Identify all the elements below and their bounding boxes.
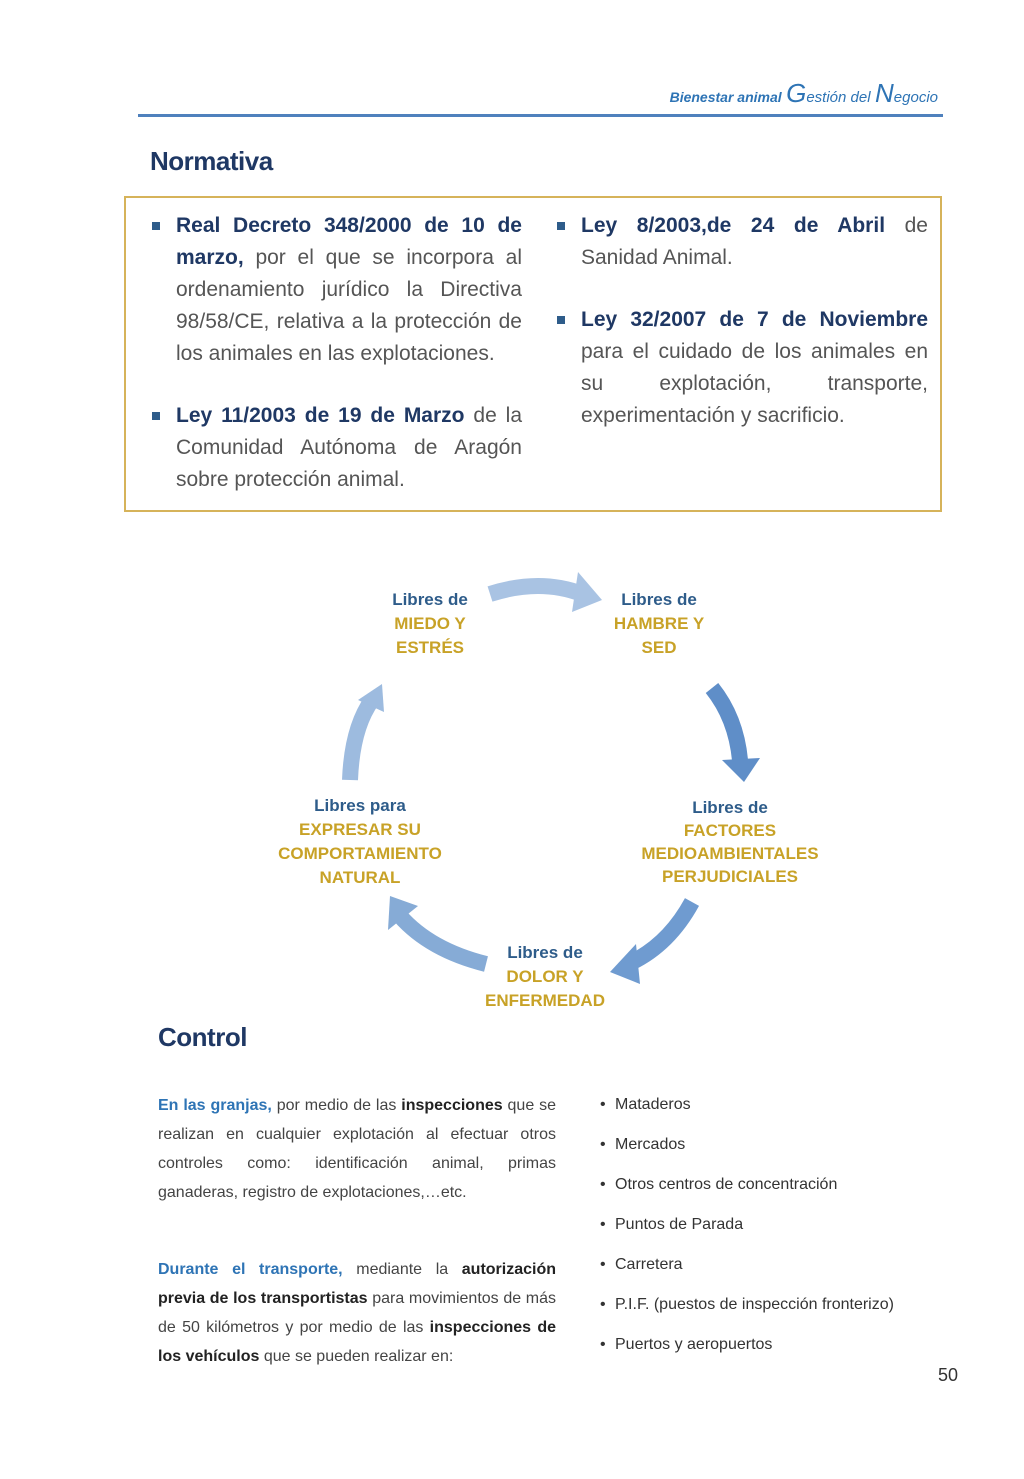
list-item [150,210,522,370]
paragraph-text: para movimientos de más de 50 kilómetros y por medio de las [158,1290,556,1336]
arrow-expresar-miedo [350,684,384,780]
header-part2: estión del [806,89,871,106]
node-line: DOLOR Y [506,967,584,986]
law-text: de Sanidad Animal. [581,214,928,269]
header-part3: egocio [893,89,938,106]
law-text: de la Comunidad Autónoma de Aragón sobre protección animal. [176,404,523,491]
cycle-node-factores [641,796,818,888]
law-title: Ley 8/2003,de 24 de Abril [581,214,886,237]
node-line: MEDIOAMBIENTALES [641,844,819,863]
list-item [150,400,522,496]
node-line: Libres de [392,590,468,609]
node-line: MIEDO Y [394,614,466,633]
list-item [555,304,928,432]
list-item: • Otros centros de concentración [600,1172,894,1212]
paragraph-text: que se realizan en cualquier explotación al efectuar otros controles como: identificación animal, primas ganaderas, registro de explotaciones,…etc. [158,1097,557,1201]
normativa-right-column [555,210,928,462]
running-header [670,78,938,109]
normativa-left-column [150,210,522,526]
header-part1: Bienestar animal [669,89,782,105]
paragraph-bold: inspecciones [401,1097,503,1114]
cycle-node-dolor [485,941,605,1013]
list-item: • Carretera [600,1252,894,1292]
node-line: Libres de [692,798,768,817]
list-item: • Puntos de Parada [600,1212,894,1252]
law-title: Real Decreto 348/2000 de 10 de marzo, [176,214,522,269]
paragraph-text: mediante la [342,1261,462,1278]
arrow-factores-dolor [610,902,692,984]
control-granjas-paragraph [158,1091,556,1207]
page-number: 50 [937,1365,958,1385]
list-item: • Mataderos [600,1092,894,1132]
arrow-hambre-factores [712,688,760,782]
node-line: SED [641,638,677,657]
node-line: Libres de [621,590,697,609]
paragraph-text: que se pueden realizar en: [259,1348,454,1365]
header-initial-g: G [786,78,807,108]
node-line: EXPRESAR SU [299,820,421,839]
paragraph-text: por medio de las [271,1097,402,1114]
law-title: Ley 11/2003 de 19 de Marzo [176,404,465,427]
inspection-places-list [600,1092,894,1372]
cycle-node-hambre [614,588,704,660]
law-text: por el que se incorpora al ordenamiento jurídico la Directiva 98/58/CE, relativa a la protección de los animales en las explotaciones. [176,246,522,365]
header-initial-n: N [875,78,894,108]
header-rule [138,114,943,117]
paragraph-lead: Durante el transporte, [158,1261,343,1278]
section-title-normativa: Normativa [150,146,273,176]
node-line: FACTORES [683,821,777,840]
list-item: • Mercados [600,1132,894,1172]
list-item: • Puertos y aeropuertos [600,1332,894,1372]
section-title-control: Control [158,1022,247,1052]
list-item [555,210,928,274]
node-line: ESTRÉS [395,638,465,657]
law-text: para el cuidado de los animales en su explotación, transporte, experimentación y sacrificio. [581,340,928,427]
arrow-dolor-expresar [388,896,486,964]
node-line: HAMBRE Y [613,614,705,633]
law-title: Ley 32/2007 de 7 de Noviembre [581,308,928,331]
arrow-miedo-hambre [490,572,602,612]
cycle-node-miedo [392,588,468,660]
node-line: PERJUDICIALES [661,867,799,886]
paragraph-bold: inspecciones de los vehículos [158,1319,556,1365]
paragraph-bold: autorización previa de los transportistas [158,1261,557,1307]
paragraph-lead: En las granjas, [158,1097,272,1114]
cycle-node-expresar [278,794,442,890]
control-transporte-paragraph [158,1255,556,1371]
node-line: COMPORTAMIENTO [278,844,442,863]
node-line: Libres de [507,943,583,962]
node-line: Libres para [314,796,406,815]
node-line: ENFERMEDAD [485,991,605,1010]
node-line: NATURAL [319,868,401,887]
list-item: • P.I.F. (puestos de inspección fronterizo) [600,1292,894,1332]
